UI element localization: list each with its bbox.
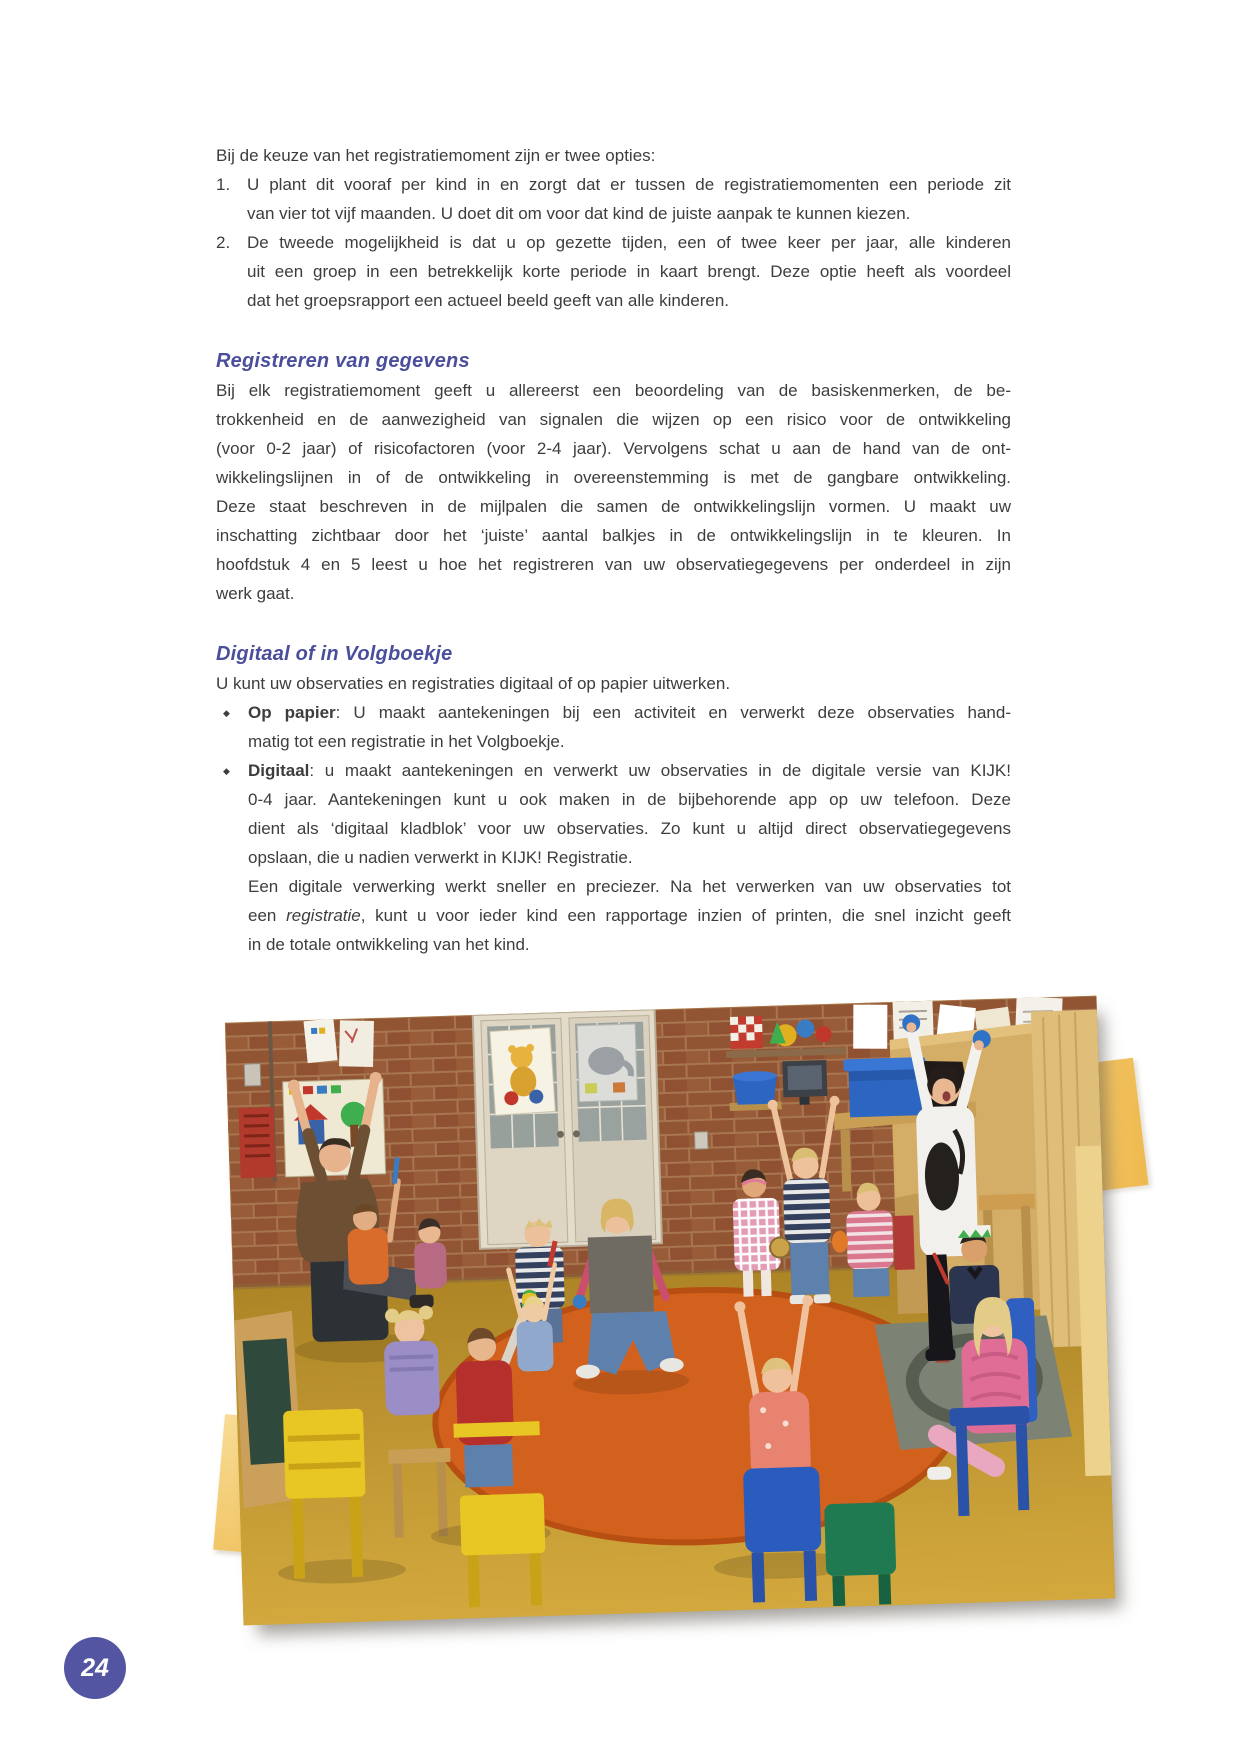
text-line: uit een groep in een betrekkelijk korte periode in kaart brengt. Deze optie heeft als voordeel	[247, 262, 1011, 281]
diamond-bullet-icon: ◆	[223, 708, 230, 718]
section-heading-registreren: Registreren van gegevens	[216, 350, 470, 372]
line-rest: : u maakt aantekeningen en verwerkt uw observaties in de digitale versie van KIJK!	[309, 761, 1011, 780]
line-post: , kunt u voor ieder kind een rapportage inzien of printen, die snel inzicht geeft	[360, 906, 1011, 925]
text-line	[248, 698, 1011, 727]
text-line: dat het groepsrapport een actueel beeld geeft van alle kinderen.	[247, 291, 730, 310]
text-line: Een digitale verwerking werkt sneller en preciezer. Na het verwerken van uw observaties tot	[248, 877, 1011, 896]
text-line	[248, 756, 1011, 785]
section-heading-digitaal: Digitaal of in Volgboekje	[216, 643, 453, 665]
classroom-photo-illustration	[225, 996, 1115, 1626]
text-line: hoofdstuk 4 en 5 leest u hoe het registreren van uw observatiegegevens per onderdeel in zijn	[216, 555, 1011, 574]
text-line: inschatting zichtbaar door het ‘juiste’ aantal balkjes in de ontwikkelingslijn in te kleuren. In	[216, 526, 1011, 545]
text-line: Deze staat beschreven in de mijlpalen die samen de ontwikkelingslijn vormen. U maakt uw	[216, 497, 1011, 516]
text-line: dient als ‘digitaal kladblok’ voor uw observaties. Zo kunt u altijd direct observatiegegevens	[248, 819, 1011, 838]
text-line: trokkenheid en de aanwezigheid van signalen die wijzen op een risico voor de ontwikkeling	[216, 410, 1011, 429]
classroom-photo	[225, 996, 1115, 1626]
text-line: (voor 0-2 jaar) of risicofactoren (voor 2-4 jaar). Vervolgens schat u aan de hand van de ont-	[216, 439, 1011, 458]
line-pre: een	[248, 906, 287, 925]
text-line: opslaan, die u nadien verwerkt in KIJK! Registratie.	[248, 848, 633, 867]
numbered-item-2	[216, 228, 1011, 315]
text-line: in de totale ontwikkeling van het kind.	[248, 935, 530, 954]
text-line: wikkelingslijnen in of de ontwikkeling in overeenstemming is met de gangbare ontwikkeling.	[216, 468, 1011, 487]
text-line: Bij elk registratiemoment geeft u allereerst een beoordeling van de basiskenmerken, de be-	[216, 381, 1011, 400]
bold-lead: Op papier	[248, 703, 336, 722]
grey-poster	[577, 1024, 637, 1102]
bullet-item-digitaal	[216, 756, 1011, 959]
text-line: van vier tot vijf maanden. U doet dit om voor dat kind de juiste aanpak te kunnen kiezen.	[247, 204, 911, 223]
bold-lead: Digitaal	[248, 761, 310, 780]
bullet-item-op-papier	[216, 698, 1011, 756]
text-line: 0-4 jaar. Aantekeningen kunt u ook maken in de bijbehorende app op uw telefoon. Deze	[248, 790, 1011, 809]
line-rest: : U maakt aantekeningen bij een activiteit en verwerkt deze observaties hand-	[335, 703, 1011, 722]
text-column	[216, 141, 1011, 959]
diamond-bullet-icon: ◆	[223, 766, 230, 776]
text-line: matig tot een registratie in het Volgboekje.	[248, 732, 565, 751]
text-line: werk gaat.	[216, 584, 295, 603]
item-number: 1.	[216, 175, 231, 194]
teddy-poster	[490, 1028, 555, 1116]
text-line: U plant dit vooraf per kind in en zorgt dat er tussen de registratiemomenten een periode zit	[247, 175, 1011, 194]
item-number: 2.	[216, 233, 231, 252]
page-number: 24	[81, 1653, 109, 1682]
text-line: U kunt uw observaties en registraties digitaal of op papier uitwerken.	[216, 674, 731, 693]
italic-word: registratie	[286, 906, 361, 925]
classroom-doors	[473, 1009, 662, 1249]
numbered-item-1	[216, 170, 1011, 228]
intro-lead-line: Bij de keuze van het registratiemoment zijn er twee opties:	[216, 146, 656, 165]
page-number-badge	[64, 1637, 126, 1699]
text-line	[248, 901, 1011, 930]
text-line: De tweede mogelijkheid is dat u op gezette tijden, een of twee keer per jaar, alle kinderen	[247, 233, 1011, 252]
